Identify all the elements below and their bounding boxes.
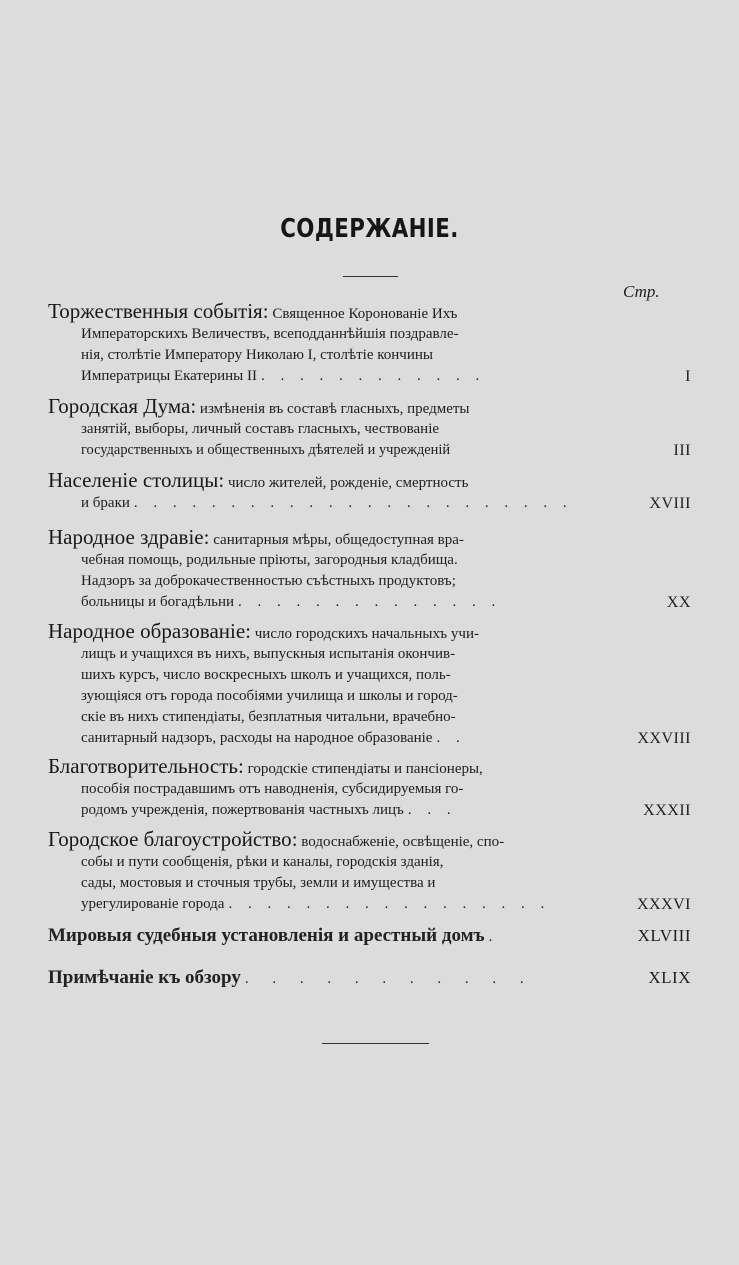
toc-entry-heading: Городская Дума	[48, 394, 191, 418]
toc-entry-text: скіе въ нихъ стипендіаты, безплатныя читальни, врачебно-	[81, 709, 456, 725]
toc-page-number: I	[685, 368, 691, 385]
toc-entry-text: государственныхъ и общественныхъ дѣятелей и учрежденій	[81, 442, 451, 458]
toc-entry-text: собы и пути сообщенія, рѣки и каналы, городскія зданія,	[81, 854, 444, 870]
toc-page-number: XLVIII	[637, 926, 691, 945]
toc-entry-text: измѣненія въ составѣ гласныхъ, предметы	[199, 401, 470, 417]
toc-entry-text: Священное Коронованіе Ихъ	[272, 306, 458, 322]
toc-entry-heading: Населеніе столицы	[48, 468, 219, 492]
toc-entry-text: Надзоръ за доброкачественностью съѣстныхъ продуктовъ;	[81, 573, 456, 589]
toc-entry-heading: Народное здравіе	[48, 525, 204, 549]
closing-rule	[322, 1043, 429, 1044]
toc-page-number: XLIX	[648, 968, 691, 987]
toc-entry-text: лищъ и учащихся въ нихъ, выпускныя испытанія окончив-	[81, 646, 456, 662]
toc-entry-heading: Народное образованіе	[48, 619, 246, 643]
page-title: СОДЕРЖАНІЕ.	[280, 214, 459, 244]
toc-page-number: XXXVI	[636, 896, 691, 913]
leader-dots: . . . . . . . . . . . . . . . . . . . . . . .	[133, 495, 573, 511]
toc-entry-text: Императрицы Екатерины II	[81, 368, 257, 384]
leader-dots: . . . . . . . . . . . .	[260, 368, 486, 384]
toc-entry-text: и браки	[81, 495, 130, 511]
toc-page-number: XVIII	[649, 495, 691, 512]
toc-entry: Городское благоустройство: водоснабженіе, освѣщеніе, спо- собы и пути сообщенія, рѣки и каналы, городскія зданія, сады, мостовыя и сточныя трубы, земли и имущества и урегулированіе города . . . . . . . . . . . . . . . . . XXXVI	[48, 827, 691, 913]
toc-entry-text: нія, столѣтіе Императору Николаю I, столѣтіе кончины	[81, 347, 433, 363]
toc-entry-text: санитарныя мѣры, общедоступная вра-	[213, 532, 464, 548]
toc-entry-heading: Торжественныя событія	[48, 299, 263, 323]
toc-entry-text: санитарный надзоръ, расходы на народное образованіе	[81, 730, 433, 746]
toc-entry-text: городскіе стипендіаты и пансіонеры,	[247, 761, 483, 777]
toc-page-number: III	[673, 442, 691, 459]
toc-entry-text: сады, мостовыя и сточныя трубы, земли и имущества и	[81, 875, 436, 891]
leader-dots: . . . . . . . . . . . . . .	[238, 594, 502, 610]
toc-entry	[48, 964, 691, 992]
toc-entry: Народное здравіе: санитарныя мѣры, общедоступная вра- чебная помощь, родильные пріюты, загородныя кладбища. Надзоръ за доброкачественностью съѣстныхъ продуктовъ; больницы и богадѣльни . . . . . . . . . . . . . . XX	[48, 525, 691, 611]
toc-entry-heading: Городское благоустройство	[48, 827, 292, 851]
toc-entry-text: Императорскихъ Величествъ, всеподданнѣйшія поздравле-	[81, 326, 459, 342]
toc-entry-heading: Мировыя судебныя установленія и арестный домъ	[48, 925, 485, 946]
toc-entry: Населеніе столицы: число жителей, рожденіе, смертность и браки . . . . . . . . . . . . . . . . . . . . . . . XVIII	[48, 468, 691, 512]
toc-entry-text: чебная помощь, родильные пріюты, загородныя кладбища.	[81, 552, 458, 568]
toc-entry: Городская Дума: измѣненія въ составѣ гласныхъ, предметы занятій, выборы, личный составъ гласныхъ, чествованіе государственныхъ и общественныхъ дѣятелей и учрежденій III	[48, 394, 691, 459]
title-rule	[343, 276, 398, 277]
toc-entry-text: шихъ курсъ, число воскресныхъ школъ и учащихся, поль-	[81, 667, 451, 683]
leader-dots: .	[488, 929, 499, 945]
leader-dots: . . . . . . . . . . .	[244, 971, 534, 987]
toc-entry-text: водоснабженіе, освѣщеніе, спо-	[301, 834, 505, 850]
leader-dots: . . . . . . . . . . . . . . . . .	[228, 896, 551, 912]
toc-entry-text: занятій, выборы, личный составъ гласныхъ, чествованіе	[81, 421, 440, 437]
toc-entry-text: урегулированіе города	[81, 896, 225, 912]
page-column-label: Стр.	[623, 282, 660, 301]
toc-entry-text: больницы и богадѣльни	[81, 594, 235, 610]
toc-entry	[48, 922, 691, 950]
toc-page-number: XXVIII	[637, 730, 691, 747]
toc-entry-heading: Благотворительность	[48, 754, 238, 778]
leader-dots: . .	[436, 730, 466, 746]
toc-entry-text: родомъ учрежденія, пожертвованія частныхъ лицъ	[81, 802, 404, 818]
toc-entry-text: число городскихъ начальныхъ учи-	[254, 626, 479, 642]
leader-dots: . . .	[407, 802, 457, 818]
toc-page-number: XX	[666, 594, 691, 611]
toc-entry: Торжественныя событія: Священное Коронованіе Ихъ Императорскихъ Величествъ, всеподданнѣйшія поздравле- нія, столѣтіе Императору Николаю I, столѣтіе кончины Императрицы Екатерины II . . . . . . . . . . . . I	[48, 299, 691, 385]
toc-entry-text: зующіяся отъ города пособіями училища и школы и город-	[81, 688, 458, 704]
toc-entry-heading: Примѣчаніе къ обзору	[48, 967, 241, 988]
toc-entry-text: число жителей, рожденіе, смертность	[227, 475, 469, 491]
toc-entry: Народное образованіе: число городскихъ начальныхъ учи- лищъ и учащихся въ нихъ, выпускныя испытанія окончив- шихъ курсъ, число воскресныхъ школъ и учащихся, поль- зующіяся отъ города пособіями училища и школы и город- скіе въ нихъ стипендіаты, безплатныя читальни, врачебно- санитарный надзоръ, расходы на народное образованіе . . XXVIII	[48, 619, 691, 747]
toc-entry-text: пособія пострадавшимъ отъ наводненія, субсидируемыя го-	[81, 781, 464, 797]
toc-page-number: XXXII	[643, 802, 691, 819]
toc-entry: Благотворительность: городскіе стипендіаты и пансіонеры, пособія пострадавшимъ отъ наводненія, субсидируемыя го- родомъ учрежденія, пожертвованія частныхъ лицъ . . . XXXII	[48, 754, 691, 819]
